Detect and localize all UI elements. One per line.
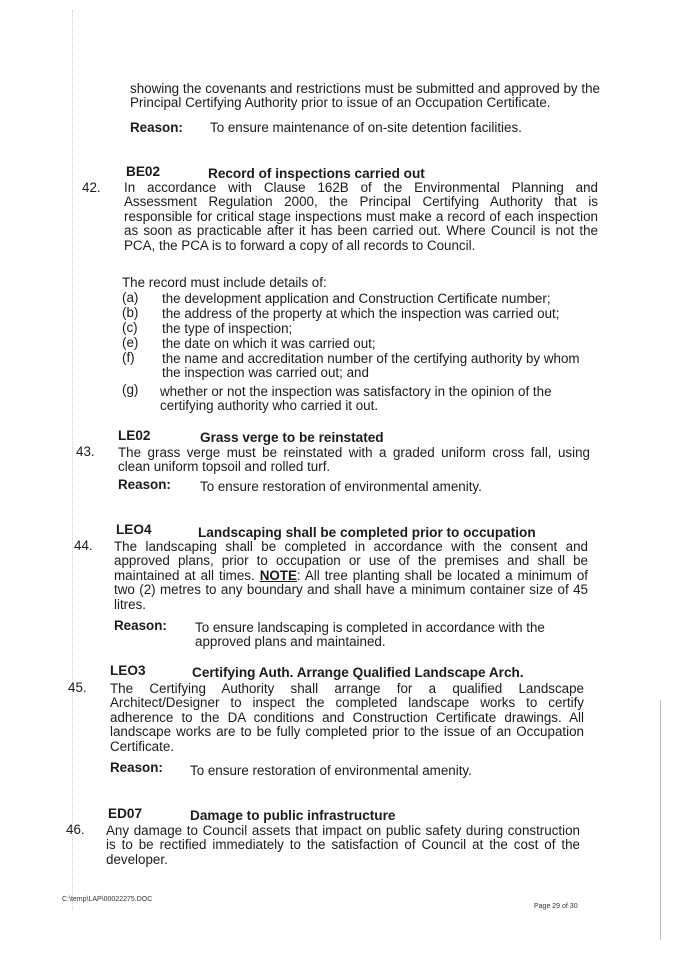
condition-42-number: 42.	[82, 180, 101, 195]
intro-reason-text: To ensure maintenance of on-site detention facilities.	[210, 120, 522, 135]
list-item: the address of the property at which the inspection was carried out;	[162, 306, 560, 321]
list-item: the development application and Construction Certificate number;	[162, 291, 551, 306]
condition-43-number: 43.	[76, 444, 95, 459]
list-letter: (f)	[122, 350, 135, 365]
intro-text: showing the covenants and restrictions must be submitted and approved by the Principal Certifying Authority prior to issue of an Occupation Certificate.	[130, 81, 600, 111]
list-letter: (a)	[122, 290, 139, 305]
condition-43-code: LE02	[118, 428, 151, 443]
condition-44-text	[114, 540, 588, 612]
condition-44-heading: Landscaping shall be completed prior to occupation	[198, 525, 536, 540]
list-letter: (g)	[122, 382, 139, 397]
condition-46-heading: Damage to public infrastructure	[190, 808, 396, 823]
condition-43-reason-label: Reason:	[118, 477, 171, 492]
condition-45-reason-text: To ensure restoration of environmental amenity.	[190, 763, 472, 778]
list-letter: (c)	[122, 320, 138, 335]
note-label: NOTE	[259, 567, 297, 583]
condition-42-list-intro: The record must include details of:	[122, 275, 327, 290]
condition-45-reason-label: Reason:	[110, 760, 163, 775]
condition-45-number: 45.	[68, 680, 87, 695]
condition-44-text-before: The landscaping shall be completed in accordance with the consent and approved plans, prior to occupation or use of the premises and shall be maintained at all times.	[114, 539, 588, 583]
list-item: the name and accreditation number of the certifying authority by whom the inspection was carried out; and	[162, 351, 580, 381]
condition-44-reason-label: Reason:	[114, 618, 167, 633]
condition-44-code: LEO4	[116, 522, 152, 537]
condition-42-heading: Record of inspections carried out	[208, 166, 425, 181]
condition-43-heading: Grass verge to be reinstated	[200, 430, 384, 445]
list-letter: (b)	[122, 305, 139, 320]
condition-45-text: The Certifying Authority shall arrange for a qualified Landscape Architect/Designer to inspect the completed landscape works to certify adherence to the DA conditions and Construction Certificate drawings. All landscape works are to be fully completed prior to the issue of an Occupation Certificate.	[110, 681, 584, 754]
footer-file-path: C:\temp\LAP\00022275.DOC	[62, 896, 153, 903]
condition-46-text: Any damage to Council assets that impact on public safety during construction is to be rectified immediately to the satisfaction of Council at the cost of the developer.	[106, 823, 580, 867]
condition-45-heading: Certifying Auth. Arrange Qualified Landscape Arch.	[192, 665, 524, 680]
condition-43-reason-text: To ensure restoration of environmental amenity.	[200, 479, 482, 494]
condition-46-code: ED07	[108, 806, 143, 821]
condition-42-text: In accordance with Clause 162B of the Environmental Planning and Assessment Regulation 2000, the Principal Certifying Authority that is responsible for critical stage inspections must make a record of each inspection as soon as practicable after it has been carried out. Where Council is not the PCA, the PCA is to forward a copy of all records to Council.	[124, 180, 598, 253]
condition-42-code: BE02	[126, 164, 161, 179]
page-edge-line	[660, 700, 661, 940]
list-item: the type of inspection;	[162, 321, 293, 336]
condition-46-number: 46.	[66, 822, 85, 837]
condition-44-number: 44.	[74, 538, 93, 553]
condition-44-text-after: : All tree planting shall be located a minimum of two (2) metres to any boundary and shall have a minimum container size of 45 litres.	[114, 567, 588, 612]
condition-45-code: LEO3	[110, 663, 146, 678]
list-letter: (e)	[122, 335, 139, 350]
condition-43-text: The grass verge must be reinstated with a graded uniform cross fall, using clean uniform topsoil and rolled turf.	[118, 445, 590, 475]
list-item: the date on which it was carried out;	[162, 336, 376, 351]
margin-line	[72, 10, 73, 910]
intro-reason-label: Reason:	[130, 120, 183, 135]
footer-page-number: Page 29 of 30	[534, 903, 578, 910]
list-item: whether or not the inspection was satisfactory in the opinion of the certifying authority who carried it out.	[160, 384, 552, 414]
condition-44-reason-text: To ensure landscaping is completed in accordance with the approved plans and maintained.	[195, 620, 545, 650]
